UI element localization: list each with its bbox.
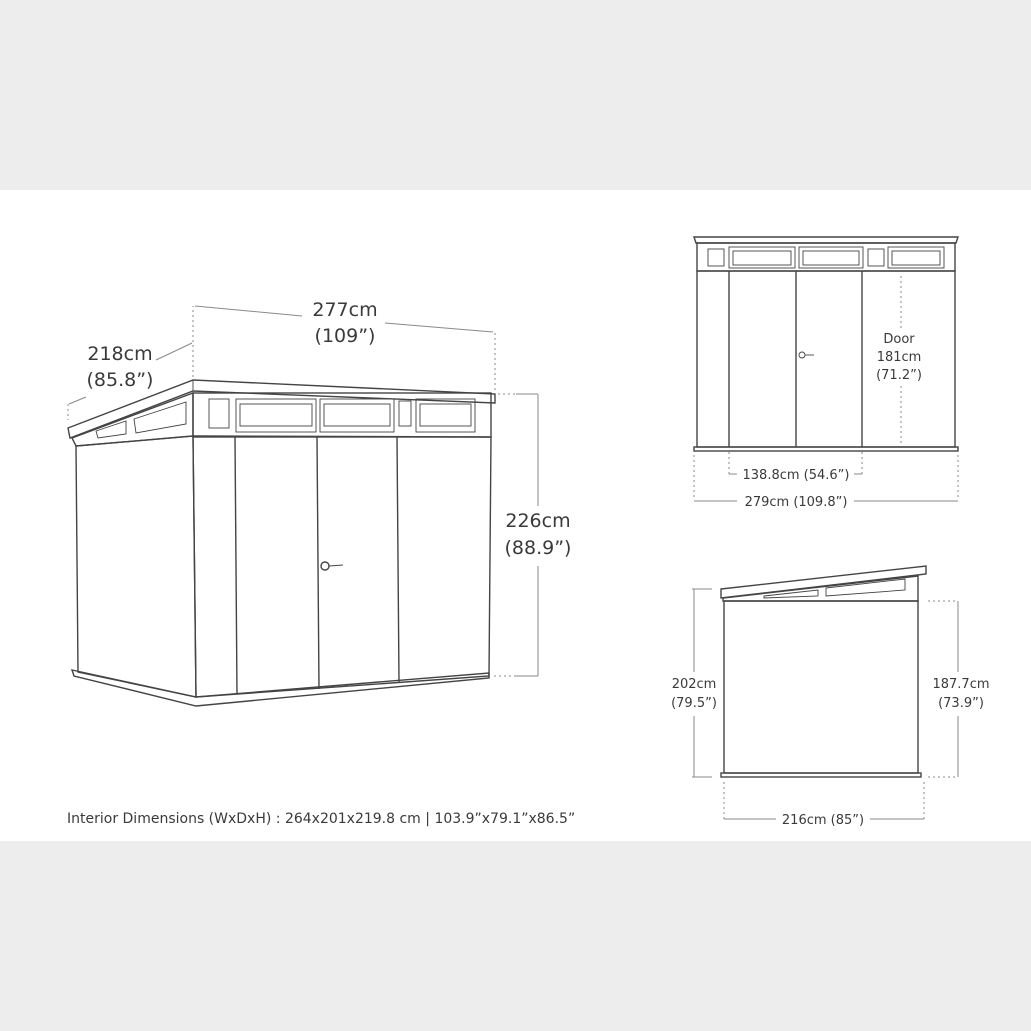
rear-height-label-inches: (73.9”) xyxy=(938,696,984,711)
door-height-label-inches: (71.2”) xyxy=(876,368,922,383)
width-label-inches: (109”) xyxy=(314,325,376,347)
shed-front-view-drawing xyxy=(694,237,958,451)
depth-label-inches: (85.8”) xyxy=(86,369,154,391)
total-width-label: 279cm (109.8”) xyxy=(744,495,848,510)
height-label: 226cm xyxy=(505,510,571,532)
door-label: Door xyxy=(883,332,915,347)
rear-height-label: 187.7cm xyxy=(932,677,990,692)
depth-label: 218cm xyxy=(87,343,153,365)
shed-side-view-drawing xyxy=(721,566,926,777)
width-label: 277cm xyxy=(312,299,378,321)
front-height-label-inches: (79.5”) xyxy=(671,696,717,711)
height-label-inches: (88.9”) xyxy=(504,537,572,559)
door-height-label: 181cm xyxy=(876,350,922,365)
door-width-label: 138.8cm (54.6”) xyxy=(742,468,850,483)
side-depth-label: 216cm (85”) xyxy=(781,813,865,828)
shed-perspective-drawing xyxy=(68,380,495,706)
interior-dimensions-note: Interior Dimensions (WxDxH) : 264x201x219.8 cm | 103.9”x79.1”x86.5” xyxy=(67,811,576,827)
front-height-label: 202cm xyxy=(671,677,717,692)
